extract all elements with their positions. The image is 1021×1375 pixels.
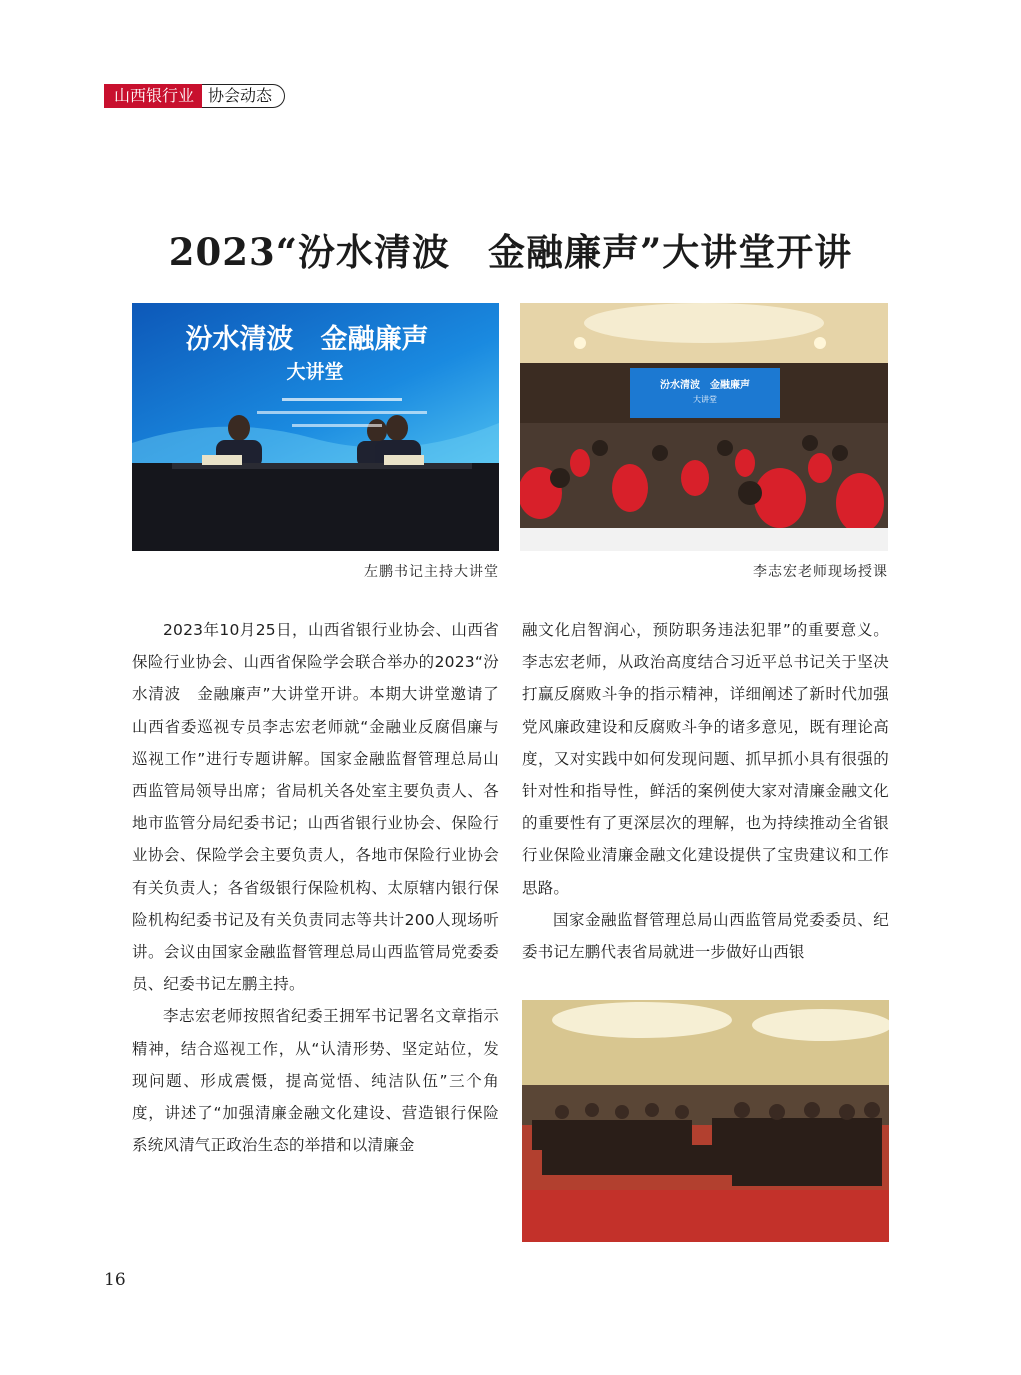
page-number: 16 [104, 1270, 126, 1290]
right-column [522, 614, 889, 968]
screen-text-1: 汾水清波 金融廉声 [185, 324, 429, 355]
paragraph-2-continued: 融文化启智润心，预防职务违法犯罪”的重要意义。李志宏老师，从政治高度结合习近平总书记关于坚决打赢反腐败斗争的指示精神，详细阐述了新时代加强党风廉政建设和反腐败斗争的诸多意见，既有理论高度，又对实践中如何发现问题、抓早抓小具有很强的针对性和指导性，鲜活的案例使大家对清廉金融文化的重要性有了更深层次的理解，也为持续推动全省银行业保险业清廉金融文化建设提供了宝贵建议和工作思路。 [522, 621, 889, 897]
article-title: 2023“汾水清波 金融廉声”大讲堂开讲 [168, 230, 853, 274]
paragraph-2: 李志宏老师按照省纪委王拥军书记署名文章指示精神，结合巡视工作，从“认清形势、坚定站位，发现问题、形成震慑，提高觉悟、纯洁队伍”三个角度，讲述了“加强清廉金融文化建设、营造银行保险系统风清气正政治生态的举措和以清廉金 [132, 1007, 499, 1155]
caption-photo-2: 李志宏老师现场授课 [753, 564, 888, 580]
paragraph-1: 2023年10月25日，山西省银行业协会、山西省保险行业协会、山西省保险学会联合举办的2023“汾水清波 金融廉声”大讲堂开讲。本期大讲堂邀请了山西省委巡视专员李志宏老师就“金融业反腐倡廉与巡视工作”进行专题讲解。国家金融监督管理总局山西监管局领导出席；省局机关各处室主要负责人、各地市监管分局纪委书记；山西省银行业协会、保险行业协会、保险学会主要负责人，各地市保险行业协会有关负责人；各省级银行保险机构、太原辖内银行保险机构纪委书记及有关负责同志等共计200人现场听讲。会议由国家金融监督管理总局山西监管局党委委员、纪委书记左鹏主持。 [132, 621, 499, 994]
paragraph-3: 国家金融监督管理总局山西监管局党委委员、纪委书记左鹏代表省局就进一步做好山西银 [522, 910, 889, 962]
screen-text-2: 大讲堂 [286, 361, 344, 383]
section-tag-outline: 协会动态 [202, 84, 285, 108]
photo-audience [522, 1000, 889, 1242]
section-tag-red: 山西银行业 [104, 84, 202, 108]
section-tag [104, 84, 285, 108]
photo-host-podium [132, 303, 499, 551]
hall-screen-text-1: 汾水清波 金融廉声 [660, 380, 750, 391]
photo-lecture-hall [520, 303, 888, 551]
hall-screen-text-2: 大讲堂 [693, 395, 717, 404]
left-column [132, 614, 499, 1161]
caption-photo-1: 左鹏书记主持大讲堂 [364, 564, 499, 580]
